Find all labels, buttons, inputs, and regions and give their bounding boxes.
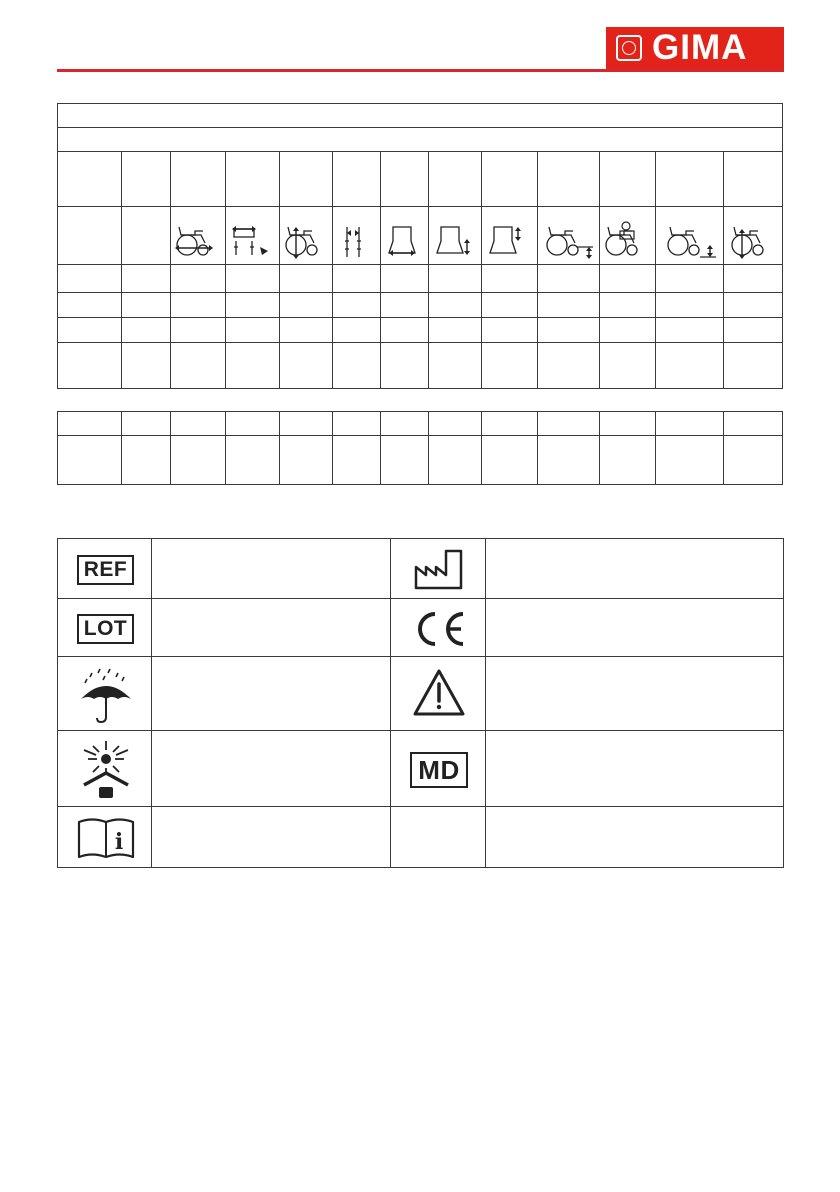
spec-row-cell <box>599 342 656 389</box>
symbol-cell-manufacturer <box>390 538 486 599</box>
brand-logo <box>606 27 784 69</box>
backrest-height-icon <box>429 221 485 261</box>
spec-row-cell <box>599 292 656 318</box>
spec-icon-row-cell <box>225 206 280 265</box>
spec-row-cell <box>599 317 656 343</box>
total-length-icon <box>541 221 597 261</box>
spec-secondary-cell <box>723 435 783 485</box>
spec-icon-row-cell <box>279 206 333 265</box>
backrest-top-height-icon <box>482 221 538 261</box>
spec-row-cell <box>121 292 171 318</box>
spec-header-row-cell <box>481 151 538 207</box>
armrest-width-icon <box>226 221 282 261</box>
spec-row-cell <box>332 292 381 318</box>
manufacturer-icon <box>413 547 465 591</box>
spec-row-cell <box>481 317 538 343</box>
seat-floor-height-icon <box>662 221 718 261</box>
spec-row-cell <box>380 342 429 389</box>
spec-row-cell <box>121 317 171 343</box>
spec-secondary-cell <box>599 435 656 485</box>
spec-header-row-cell <box>170 151 226 207</box>
symbol-cell-keep-dry <box>57 656 152 731</box>
spec-row-cell <box>57 292 122 318</box>
spec-row-cell <box>723 264 783 293</box>
spec-secondary-cell <box>279 411 333 436</box>
spec-secondary-cell <box>380 411 429 436</box>
spec-secondary-cell <box>655 411 724 436</box>
spec-secondary-cell <box>57 411 122 436</box>
symbol-cell-instructions <box>57 806 152 868</box>
symbol-desc-keep-dry <box>151 656 391 731</box>
spec-row-cell <box>279 264 333 293</box>
spec-row-cell <box>57 342 122 389</box>
symbol-desc-ref <box>151 538 391 599</box>
spec-header-row-cell <box>537 151 600 207</box>
spec-row-cell <box>380 264 429 293</box>
symbol-cell-caution <box>390 656 486 731</box>
spec-row-cell <box>537 264 600 293</box>
wheel-diameter-icon <box>726 221 782 261</box>
spec-row-cell <box>481 342 538 389</box>
seat-depth-icon <box>280 221 336 261</box>
spec-row-cell <box>655 317 724 343</box>
spec-header-row-cell <box>380 151 429 207</box>
spec-row-cell <box>170 342 226 389</box>
spec-header-row-cell <box>723 151 783 207</box>
spec-row-cell <box>723 292 783 318</box>
spec-secondary-cell <box>279 435 333 485</box>
spec-row-cell <box>279 292 333 318</box>
spec-secondary-cell <box>723 411 783 436</box>
spec-subtitle-row <box>57 127 783 152</box>
spec-header-row-cell <box>332 151 381 207</box>
symbol-cell-empty <box>390 806 486 868</box>
spec-icon-row-cell <box>332 206 381 265</box>
spec-secondary-cell <box>225 411 280 436</box>
spec-row-cell <box>481 264 538 293</box>
symbol-desc-ce <box>485 598 784 657</box>
spec-row-cell <box>481 292 538 318</box>
spec-secondary-cell <box>481 435 538 485</box>
spec-secondary-cell <box>225 435 280 485</box>
symbol-cell-ref <box>57 538 152 599</box>
symbol-cell-lot <box>57 598 152 657</box>
keep-away-from-sunlight-icon <box>76 737 136 801</box>
spec-row-cell <box>225 292 280 318</box>
spec-row-cell <box>723 342 783 389</box>
symbol-desc-caution <box>485 656 784 731</box>
spec-row-cell <box>332 264 381 293</box>
symbol-cell-md <box>390 730 486 807</box>
spec-row-cell <box>428 264 482 293</box>
spec-row-cell <box>428 342 482 389</box>
spec-header-row-cell <box>121 151 171 207</box>
spec-row-cell <box>121 342 171 389</box>
spec-row-cell <box>279 317 333 343</box>
spec-header-row-cell <box>57 151 122 207</box>
spec-header-row-cell <box>655 151 724 207</box>
spec-row-cell <box>380 317 429 343</box>
spec-row-cell <box>655 292 724 318</box>
spec-row-cell <box>57 317 122 343</box>
symbol-cell-sunlight <box>57 730 152 807</box>
ref-icon: REF <box>77 555 135 585</box>
lot-icon: LOT <box>77 614 135 644</box>
spec-icon-row-cell <box>428 206 482 265</box>
total-height-icon <box>600 221 656 261</box>
spec-row-cell <box>170 292 226 318</box>
spec-row-cell <box>332 317 381 343</box>
symbol-desc-manufacturer <box>485 538 784 599</box>
spec-secondary-cell <box>332 411 381 436</box>
svg-text:i: i <box>114 829 124 855</box>
spec-row-cell <box>599 264 656 293</box>
spec-row-cell <box>723 317 783 343</box>
symbol-desc-sunlight <box>151 730 391 807</box>
spec-row-cell <box>332 342 381 389</box>
symbol-desc-lot <box>151 598 391 657</box>
spec-row-cell <box>537 342 600 389</box>
seat-width-icon <box>171 221 227 261</box>
spec-row-cell <box>225 264 280 293</box>
spec-row-cell <box>537 317 600 343</box>
spec-row-cell <box>428 317 482 343</box>
spec-secondary-cell <box>380 435 429 485</box>
spec-secondary-cell <box>537 411 600 436</box>
spec-secondary-cell <box>121 411 171 436</box>
spec-row-cell <box>225 317 280 343</box>
spec-icon-row-cell <box>121 206 171 265</box>
spec-icon-row-cell <box>380 206 429 265</box>
spec-icon-row-cell <box>170 206 226 265</box>
spec-row-cell <box>225 342 280 389</box>
spec-row-cell <box>428 292 482 318</box>
logo-seal-icon <box>616 35 642 61</box>
header-rule <box>57 69 784 72</box>
spec-header-row-cell <box>428 151 482 207</box>
symbol-desc-md <box>485 730 784 807</box>
ce-mark-icon <box>411 609 467 649</box>
spec-secondary-cell <box>57 435 122 485</box>
spec-secondary-cell <box>599 411 656 436</box>
spec-secondary-cell <box>170 411 226 436</box>
symbol-cell-ce <box>390 598 486 657</box>
medical-device-icon: MD <box>410 752 467 788</box>
spec-icon-row-cell <box>655 206 724 265</box>
keep-dry-icon <box>78 665 134 725</box>
spec-secondary-cell <box>428 435 482 485</box>
symbol-desc-empty <box>485 806 784 868</box>
spec-header-row-cell <box>225 151 280 207</box>
spec-secondary-cell <box>170 435 226 485</box>
brand-name: GIMA <box>652 28 748 67</box>
spec-secondary-cell <box>481 411 538 436</box>
spec-title-row <box>57 103 783 128</box>
spec-row-cell <box>537 292 600 318</box>
spec-row-cell <box>380 292 429 318</box>
symbol-desc-instructions <box>151 806 391 868</box>
spec-secondary-cell <box>655 435 724 485</box>
consult-instructions-icon <box>76 816 136 860</box>
spec-secondary-cell <box>332 435 381 485</box>
spec-row-cell <box>170 317 226 343</box>
spec-row-cell <box>170 264 226 293</box>
spec-secondary-cell <box>428 411 482 436</box>
spec-icon-row-cell <box>599 206 656 265</box>
spec-row-cell <box>655 264 724 293</box>
spec-row-cell <box>57 264 122 293</box>
spec-header-row-cell <box>599 151 656 207</box>
spec-row-cell <box>121 264 171 293</box>
spec-icon-row-cell <box>537 206 600 265</box>
spec-row-cell <box>655 342 724 389</box>
spec-icon-row-cell <box>57 206 122 265</box>
spec-icon-row-cell <box>481 206 538 265</box>
spec-secondary-cell <box>121 435 171 485</box>
spec-icon-row-cell <box>723 206 783 265</box>
spec-secondary-cell <box>537 435 600 485</box>
caution-icon <box>412 667 466 719</box>
spec-header-row-cell <box>279 151 333 207</box>
spec-row-cell <box>279 342 333 389</box>
